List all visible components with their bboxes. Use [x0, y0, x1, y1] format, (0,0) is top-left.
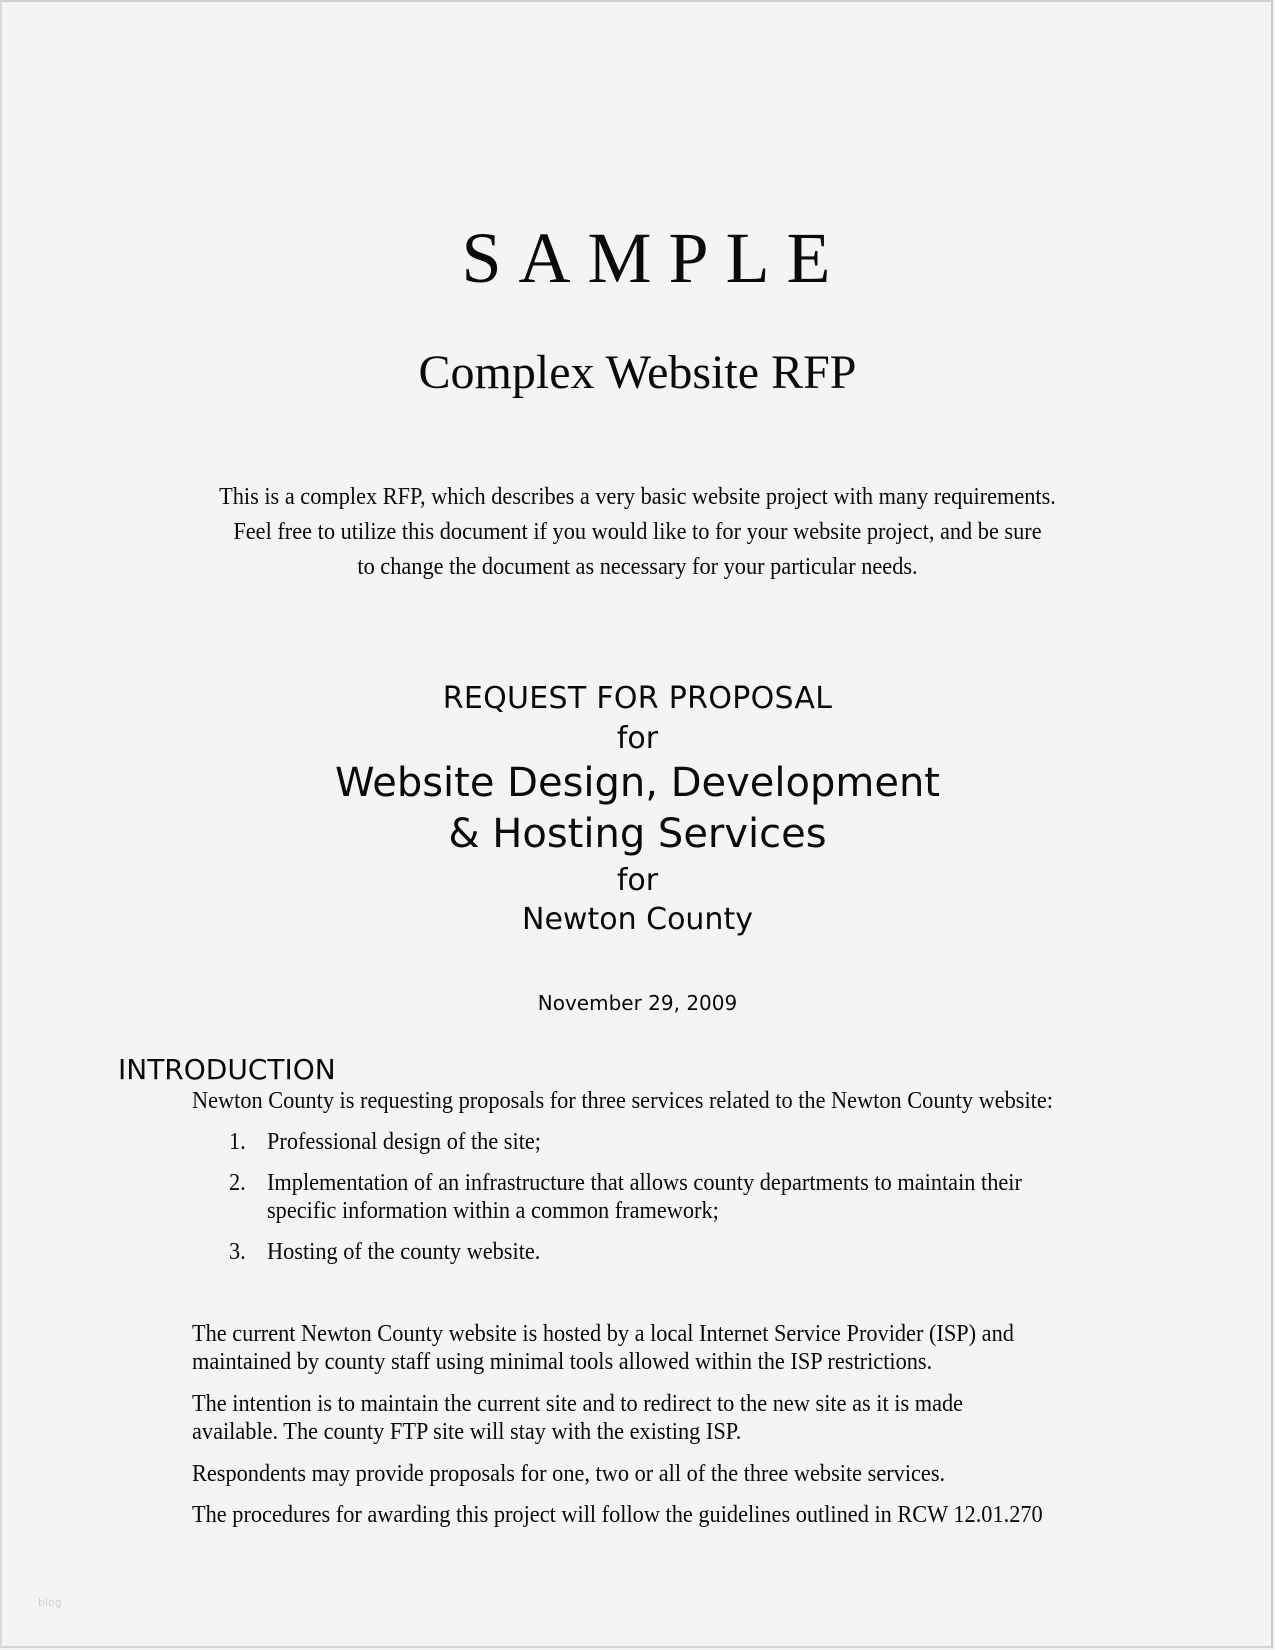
- footer-watermark: blog: [38, 1596, 62, 1609]
- description-line: to change the document as necessary for your particular needs.: [357, 554, 918, 580]
- rfp-date: November 29, 2009: [537, 991, 738, 1015]
- rfp-services-line-1: Website Design, Development: [335, 760, 940, 806]
- description-line: This is a complex RFP, which describes a very basic website project with many requirements.: [219, 484, 1056, 510]
- rfp-for-label: for: [616, 863, 659, 898]
- list-number: 1.: [229, 1129, 246, 1155]
- document-subtitle: Complex Website RFP: [418, 346, 857, 399]
- sample-watermark-title: SAMPLE: [461, 218, 848, 298]
- body-paragraph-line: maintained by county staff using minimal tools allowed within the ISP restrictions.: [192, 1349, 933, 1375]
- section-heading-introduction: INTRODUCTION: [118, 1053, 336, 1086]
- list-item-text: specific information within a common framework;: [267, 1198, 719, 1224]
- body-paragraph-line: available. The county FTP site will stay with the existing ISP.: [192, 1419, 742, 1445]
- body-paragraph-line: The intention is to maintain the current site and to redirect to the new site as it is made: [192, 1391, 964, 1417]
- list-number: 3.: [229, 1239, 246, 1265]
- body-paragraph-line: The procedures for awarding this project will follow the guidelines outlined in RCW 12.01.270: [192, 1502, 1043, 1528]
- rfp-organization: Newton County: [522, 902, 753, 937]
- list-item-text: Implementation of an infrastructure that allows county departments to maintain their: [267, 1170, 1022, 1196]
- rfp-services-line-2: & Hosting Services: [448, 811, 827, 857]
- description-line: Feel free to utilize this document if you would like to for your website project, and be sure: [233, 519, 1042, 545]
- body-paragraph-line: The current Newton County website is hosted by a local Internet Service Provider (ISP) and: [192, 1321, 1014, 1347]
- list-number: 2.: [229, 1170, 246, 1196]
- rfp-heading: REQUEST FOR PROPOSAL: [442, 681, 833, 716]
- list-item-text: Hosting of the county website.: [267, 1239, 541, 1265]
- introduction-lead: Newton County is requesting proposals for three services related to the Newton County website:: [192, 1088, 1053, 1114]
- rfp-for-label: for: [616, 721, 659, 756]
- body-paragraph-line: Respondents may provide proposals for one, two or all of the three website services.: [192, 1461, 946, 1487]
- description-paragraph: [45, 480, 1231, 585]
- list-item-text: Professional design of the site;: [267, 1129, 542, 1155]
